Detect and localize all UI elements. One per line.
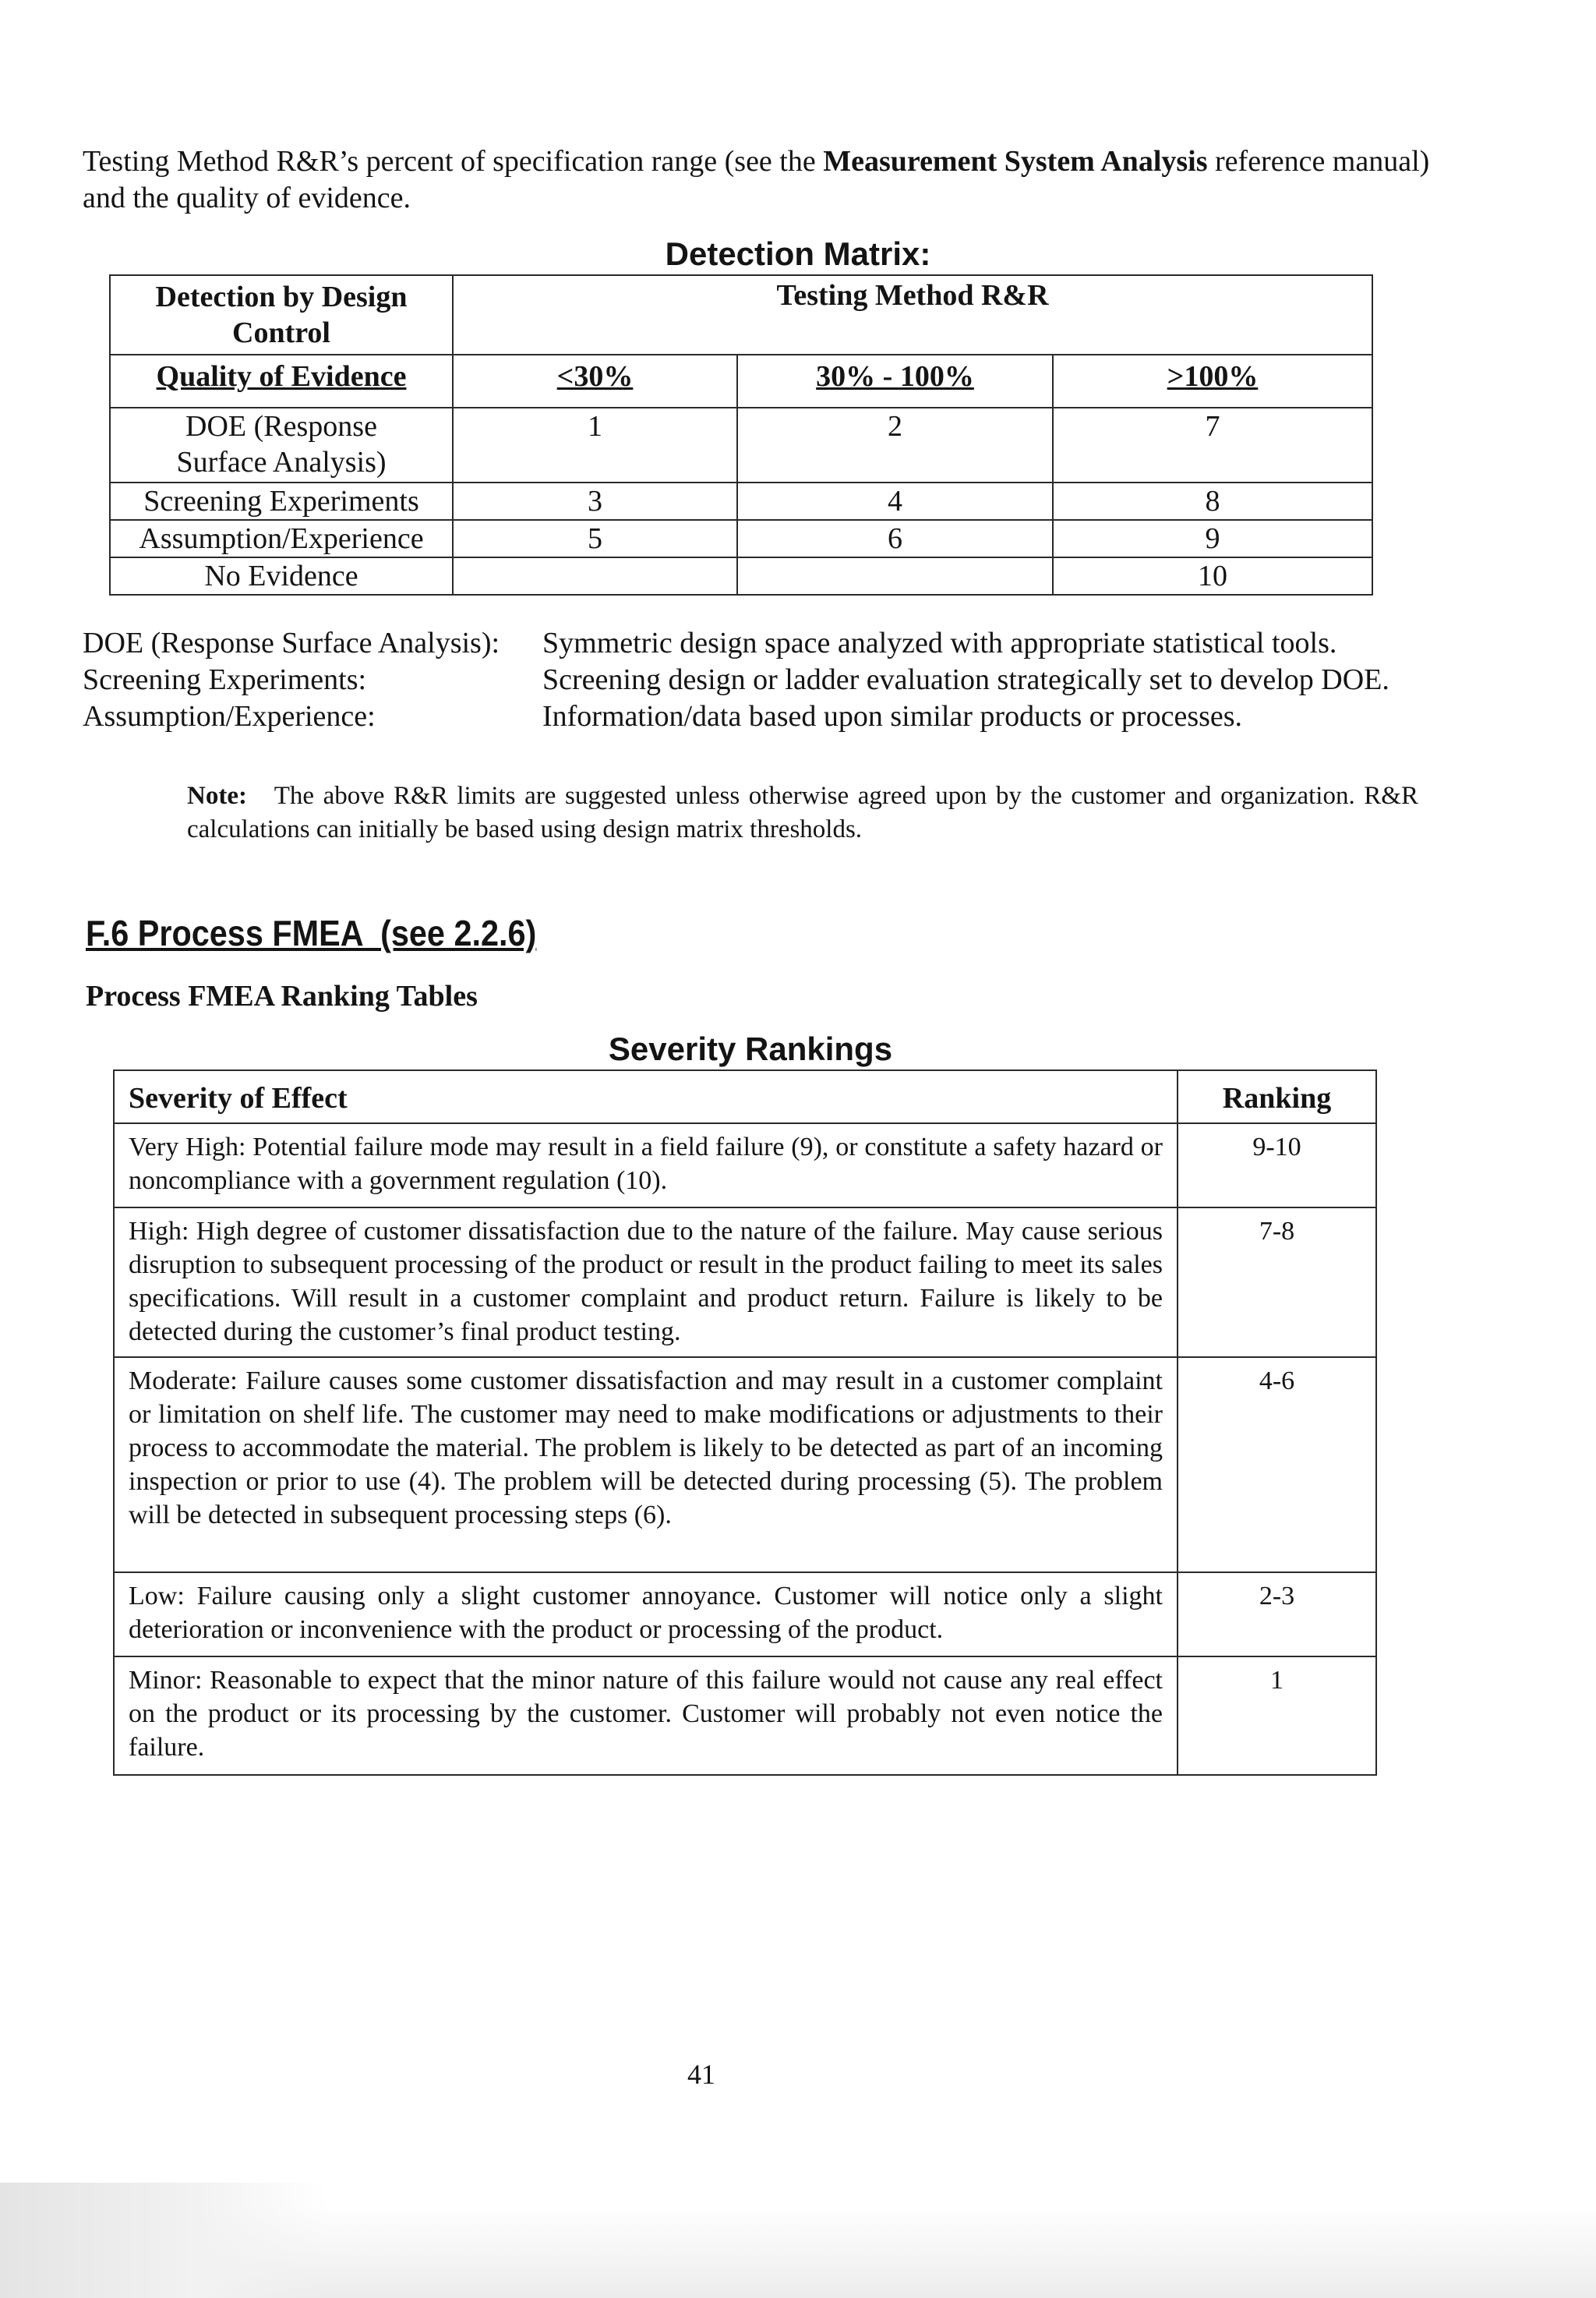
definition-item (83, 662, 1439, 698)
table-row (110, 557, 1372, 595)
severity-description: High: High degree of customer dissatisfaction due to the nature of the failure. May cause serious disruption to subsequent processing of the product or result in the product failing to meet its sales specifications. Will result in a customer complaint and product return. Failure is likely to be detected during the customer’s final product testing. (114, 1207, 1178, 1357)
severity-ranking: 4-6 (1178, 1357, 1376, 1572)
severity-description: Low: Failure causing only a slight customer annoyance. Customer will notice only a slight deterioration or inconvenience with the product or processing of the product. (114, 1572, 1178, 1656)
matrix-cell: 3 (453, 483, 737, 520)
detection-matrix-table (109, 274, 1373, 596)
note-paragraph (187, 780, 1418, 847)
column-header-under-30: <30% (453, 355, 737, 408)
severity-description: Very High: Potential failure mode may result in a field failure (9), or constitute a safety hazard or noncompliance with a government regulation (10). (114, 1123, 1178, 1207)
severity-ranking: 9-10 (1178, 1123, 1376, 1207)
table-row (114, 1357, 1376, 1572)
definition-text: Screening design or ladder evaluation strategically set to develop DOE. (542, 663, 1389, 696)
ranking-header: Ranking (1178, 1070, 1376, 1123)
severity-rankings-table (113, 1069, 1377, 1776)
row-label: Screening Experiments (110, 483, 453, 520)
ranking-tables-subheading: Process FMEA Ranking Tables (86, 980, 478, 1013)
definition-item (83, 625, 1439, 662)
detection-corner-header: Detection by Design Control (110, 275, 453, 355)
page-number: 41 (687, 2059, 715, 2090)
severity-ranking: 1 (1178, 1656, 1376, 1775)
table-row (114, 1123, 1376, 1207)
severity-header-row (114, 1070, 1376, 1123)
severity-rankings-title: Severity Rankings (608, 1031, 893, 1067)
definitions-list (83, 625, 1439, 735)
matrix-cell: 6 (737, 520, 1053, 557)
note-text: The above R&R limits are suggested unless otherwise agreed upon by the customer and organization. R&R calculations can initially be based using design matrix thresholds. (187, 782, 1418, 843)
definition-term: Screening Experiments: (83, 663, 367, 696)
table-row (114, 1207, 1376, 1357)
definition-item (83, 698, 1439, 735)
row-label: Assumption/Experience (110, 520, 453, 557)
matrix-cell: 2 (737, 408, 1053, 483)
table-row (114, 1656, 1376, 1775)
severity-of-effect-header: Severity of Effect (114, 1070, 1178, 1123)
detection-column-header-row (110, 355, 1372, 408)
section-heading: F.6 Process FMEA (see 2.2.6) (86, 913, 537, 953)
intro-paragraph (83, 143, 1431, 217)
table-row (110, 483, 1372, 520)
matrix-cell: 9 (1053, 520, 1372, 557)
severity-description: Minor: Reasonable to expect that the minor nature of this failure would not cause any real effect on the product or its processing by the customer. Customer will probably not even notice the failure. (114, 1656, 1178, 1775)
intro-text-2: reference manual) and the quality of evidence. (83, 145, 1430, 214)
definition-text: Information/data based upon similar products or processes. (542, 700, 1243, 733)
matrix-cell (737, 557, 1053, 595)
scan-corner-shadow (0, 2183, 327, 2298)
column-header-30-100: 30% - 100% (737, 355, 1053, 408)
matrix-cell: 10 (1053, 557, 1372, 595)
definition-term: Assumption/Experience: (83, 700, 376, 733)
matrix-cell: 1 (453, 408, 737, 483)
table-row (114, 1572, 1376, 1656)
row-label: DOE (Response Surface Analysis) (110, 408, 453, 483)
severity-description: Moderate: Failure causes some customer dissatisfaction and may result in a customer complaint or limitation on shelf life. The customer may need to make modifications or adjustments to their process to accommodate the material. The problem is likely to be detected as part of an incoming inspection or prior to use (4). The problem will be detected during processing (5). The problem will be detected in subsequent processing steps (6). (114, 1357, 1178, 1572)
matrix-cell: 8 (1053, 483, 1372, 520)
column-header-over-100: >100% (1053, 355, 1372, 408)
matrix-cell (453, 557, 737, 595)
detection-matrix-title: Detection Matrix: (665, 235, 931, 272)
table-row (110, 520, 1372, 557)
testing-method-header: Testing Method R&R (453, 275, 1372, 355)
note-label: Note: (187, 782, 247, 810)
quality-of-evidence-header: Quality of Evidence (110, 355, 453, 408)
matrix-cell: 4 (737, 483, 1053, 520)
severity-ranking: 7-8 (1178, 1207, 1376, 1357)
intro-text-1: Testing Method R&R’s percent of specification range (see the (83, 145, 824, 178)
matrix-cell: 7 (1053, 408, 1372, 483)
definition-term: DOE (Response Surface Analysis): (83, 627, 500, 659)
intro-bold-reference: Measurement System Analysis (823, 145, 1208, 178)
table-row (110, 408, 1372, 483)
severity-ranking: 2-3 (1178, 1572, 1376, 1656)
detection-header-row (110, 275, 1372, 355)
definition-text: Symmetric design space analyzed with appropriate statistical tools. (542, 627, 1337, 659)
matrix-cell: 5 (453, 520, 737, 557)
row-label: No Evidence (110, 557, 453, 595)
